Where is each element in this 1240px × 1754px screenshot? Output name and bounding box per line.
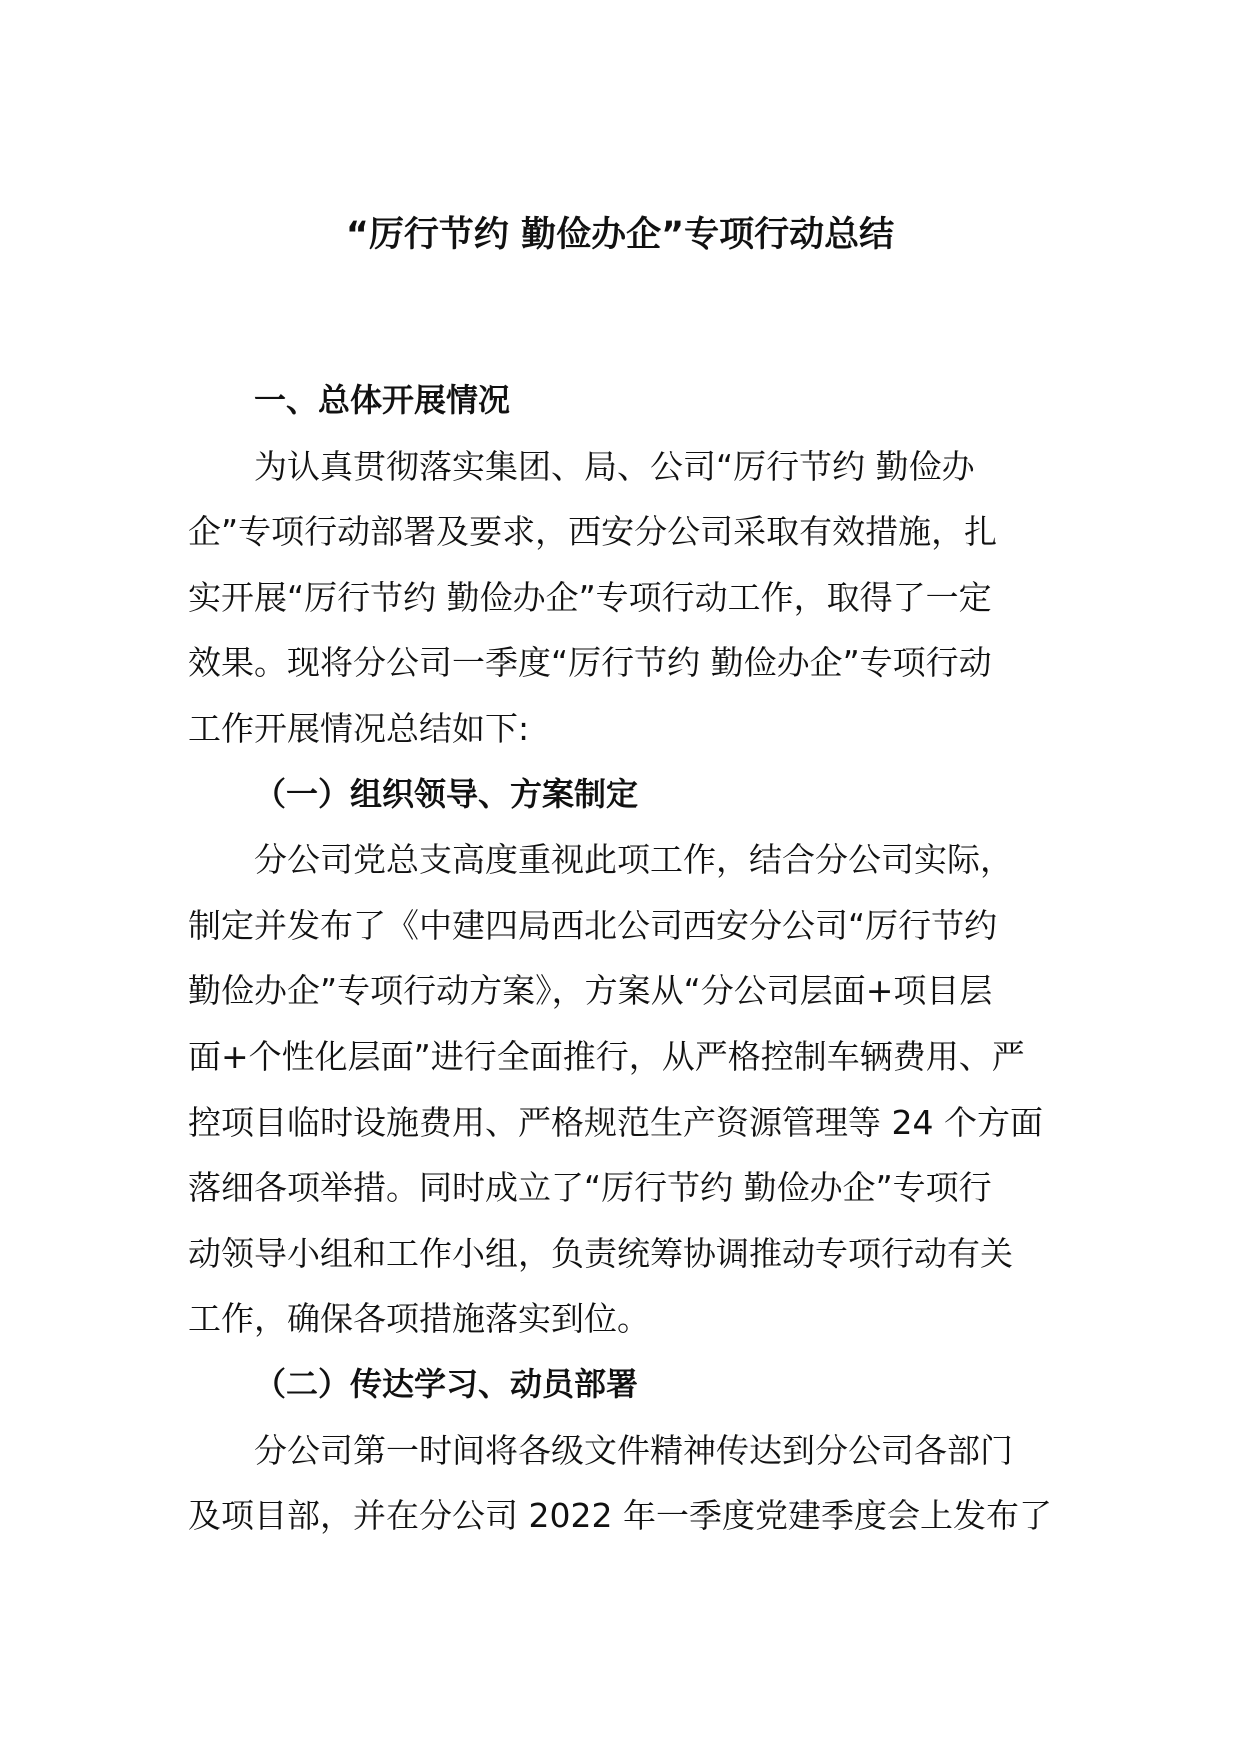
paragraph-line: 面+个性化层面”进行全面推行，从严格控制车辆费用、严: [188, 1036, 1025, 1076]
paragraph-line: 企”专项行动部署及要求，西安分公司采取有效措施，扎: [188, 512, 998, 552]
paragraph-line: 实开展“厉行节约 勤俭办企”专项行动工作，取得了一定: [188, 577, 992, 617]
paragraph-line: 分公司党总支高度重视此项工作，结合分公司实际，: [254, 840, 1013, 880]
paragraph-line: 效果。现将分公司一季度“厉行节约 勤俭办企”专项行动: [188, 643, 992, 683]
paragraph-line: 动领导小组和工作小组，负责统筹协调推动专项行动有关: [188, 1233, 1013, 1273]
document-title: “厉行节约 勤俭办企”专项行动总结: [345, 215, 895, 255]
paragraph-line: 分公司第一时间将各级文件精神传达到分公司各部门: [254, 1430, 1013, 1470]
document-body: [188, 368, 1068, 1549]
paragraph-line: 为认真贯彻落实集团、局、公司“厉行节约 勤俭办: [254, 446, 975, 486]
paragraph-line: 工作开展情况总结如下:: [188, 708, 530, 748]
paragraph-line: 勤俭办企”专项行动方案》，方案从“分公司层面+项目层: [188, 971, 993, 1011]
paragraph-line: 控项目临时设施费用、严格规范生产资源管理等 24 个方面: [188, 1102, 1043, 1142]
paragraph-line: 制定并发布了《中建四局西北公司西安分公司“厉行节约: [188, 905, 998, 945]
paragraph-line: 落细各项举措。同时成立了“厉行节约 勤俭办企”专项行: [188, 1168, 992, 1208]
paragraph-line: 工作，确保各项措施落实到位。: [188, 1299, 650, 1339]
section-heading-1: 一、总体开展情况: [254, 381, 511, 419]
subsection-heading-1: （一）组织领导、方案制定: [254, 774, 639, 813]
paragraph-line: 及项目部，并在分公司 2022 年一季度党建季度会上发布了: [188, 1496, 1052, 1536]
subsection-heading-2: （二）传达学习、动员部署: [254, 1364, 639, 1403]
